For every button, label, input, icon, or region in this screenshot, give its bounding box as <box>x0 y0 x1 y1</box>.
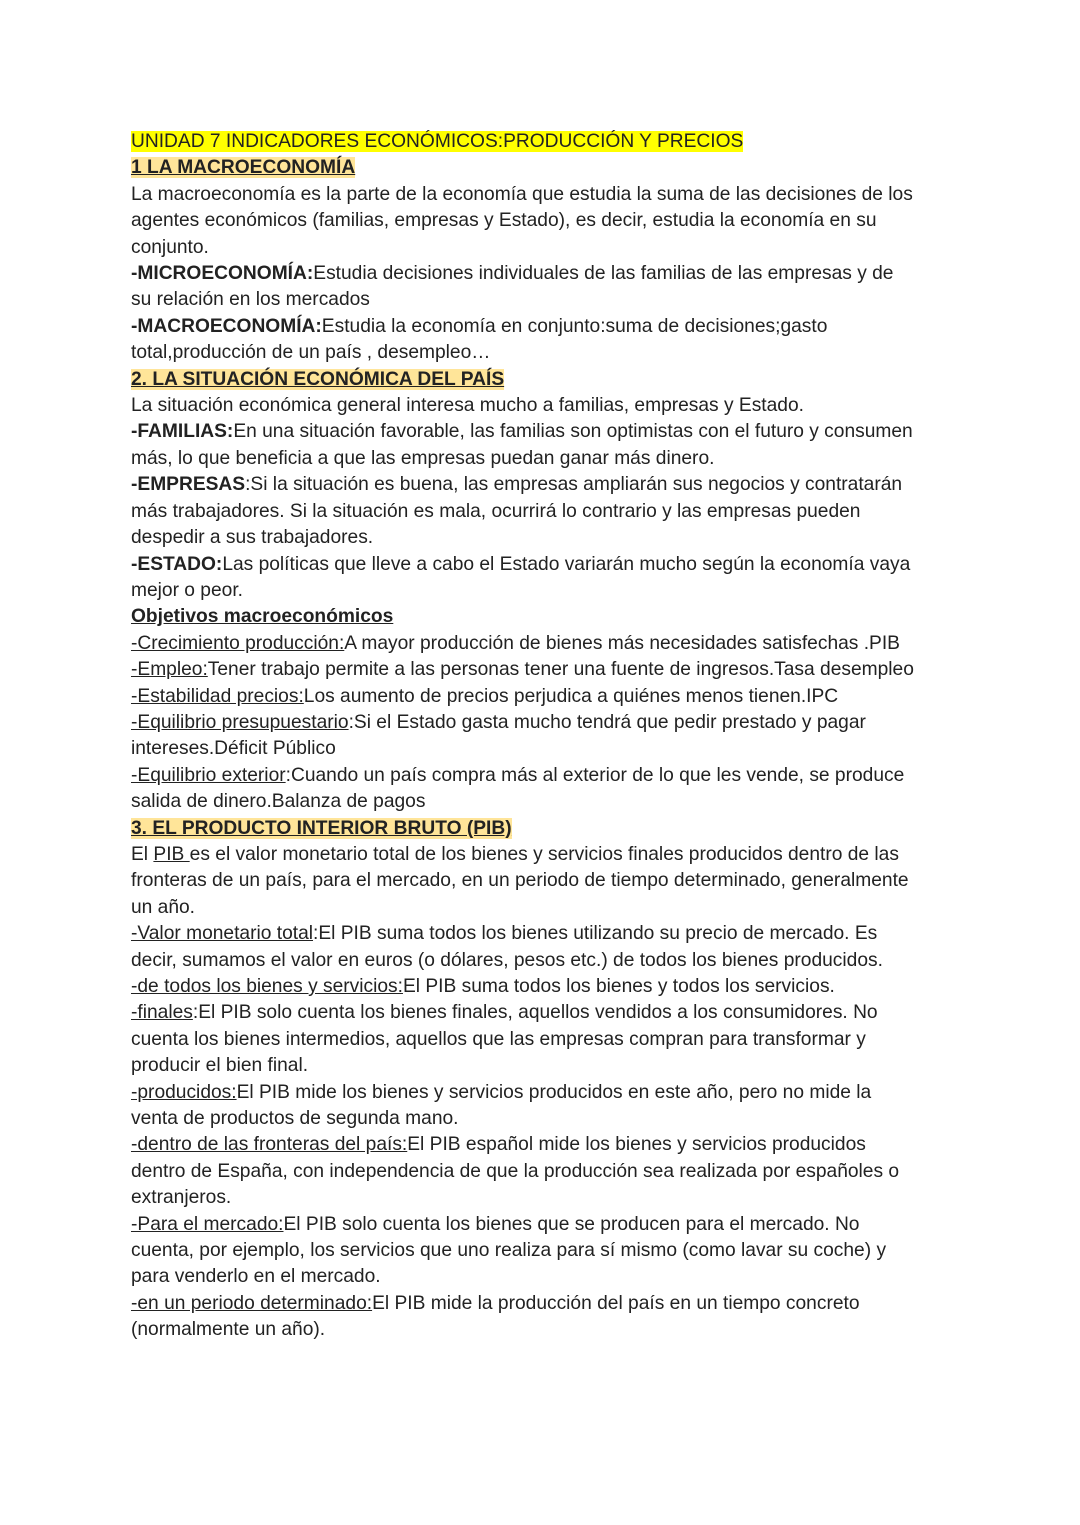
paragraph-line: salida de dinero.Balanza de pagos <box>131 791 426 813</box>
pib-item-text: El PIB mide los bienes y servicios producidos en este año, pero no mide la <box>236 1081 872 1103</box>
paragraph-line: (normalmente un año). <box>131 1319 326 1341</box>
section-3-heading: 3. EL PRODUCTO INTERIOR BRUTO (PIB) <box>131 817 512 839</box>
objetivo-text: A mayor producción de bienes más necesidades satisfechas .PIB <box>344 632 900 654</box>
objetivo-item <box>131 710 961 736</box>
empresas-line <box>131 472 961 498</box>
pib-item <box>131 1132 961 1158</box>
objetivo-text: :Si el Estado gasta mucho tendrá que pedir prestado y pagar <box>348 711 866 733</box>
section-1-heading: 1 LA MACROECONOMÍA <box>131 157 356 179</box>
paragraph-line: cuenta los bienes intermedios, aquellos que las empresas compran para transformar y <box>131 1028 866 1050</box>
pib-item-text: El PIB español mide los bienes y servicios producidos <box>407 1134 866 1156</box>
objetivo-term: -Estabilidad precios: <box>131 685 304 707</box>
macroeconomia-text: Estudia la economía en conjunto:suma de decisiones;gasto <box>321 315 828 337</box>
estado-term: -ESTADO: <box>131 553 223 575</box>
section-2-heading-line <box>131 367 961 393</box>
pib-item-text: :El PIB suma todos los bienes utilizando su precio de mercado. Es <box>313 923 878 945</box>
paragraph-line: agentes económicos (familias, empresas y Estado), es decir, estudia la economía en su <box>131 210 877 232</box>
pib-item-term: -Valor monetario total <box>131 923 314 945</box>
paragraph-line: fronteras de un país, para el mercado, en un periodo de tiempo determinado, generalmente <box>131 870 909 892</box>
familias-term: -FAMILIAS: <box>131 421 234 443</box>
paragraph-line: producir el bien final. <box>131 1055 309 1077</box>
pib-item <box>131 974 961 1000</box>
pib-item <box>131 921 961 947</box>
objetivo-text: Tener trabajo permite a las personas tener una fuente de ingresos.Tasa desempleo <box>207 659 914 681</box>
paragraph-line: dentro de España, con independencia de que la producción sea realizada por españoles o <box>131 1160 900 1182</box>
objetivo-term: -Equilibrio presupuestario <box>131 711 349 733</box>
objetivo-item <box>131 657 961 683</box>
pib-item-term: -producidos: <box>131 1081 237 1103</box>
pib-item-text: El PIB mide la producción del país en un tiempo concreto <box>372 1292 860 1314</box>
objetivo-term: -Crecimiento producción: <box>131 632 345 654</box>
pib-item-text: El PIB solo cuenta los bienes que se producen para el mercado. No <box>283 1213 860 1235</box>
paragraph-line: un año. <box>131 896 196 918</box>
paragraph-line: La situación económica general interesa mucho a familias, empresas y Estado. <box>131 395 804 417</box>
empresas-text: :Si la situación es buena, las empresas ampliarán sus negocios y contratarán <box>245 474 903 496</box>
objetivo-text: :Cuando un país compra más al exterior de lo que les vende, se produce <box>285 764 905 786</box>
estado-line <box>131 552 961 578</box>
pib-item-text: :El PIB solo cuenta los bienes finales, aquellos vendidos a los consumidores. No <box>192 1002 878 1024</box>
macroeconomia-line <box>131 314 961 340</box>
objetivo-item <box>131 631 961 657</box>
pib-term: PIB <box>153 843 190 865</box>
document-page <box>131 129 961 1344</box>
paragraph-line: total,producción de un país , desempleo… <box>131 342 491 364</box>
document-title-line <box>131 129 961 155</box>
objetivos-heading-line <box>131 604 961 630</box>
objetivo-item <box>131 763 961 789</box>
paragraph-line: extranjeros. <box>131 1187 232 1209</box>
paragraph-line: conjunto. <box>131 236 209 258</box>
estado-text: Las políticas que lleve a cabo el Estado variarán mucho según la economía vaya <box>222 553 911 575</box>
objetivo-item <box>131 684 961 710</box>
paragraph-line: cuenta, por ejemplo, los servicios que uno realiza para sí mismo (como lavar su coche) y <box>131 1240 887 1262</box>
paragraph-line: despedir a sus trabajadores. <box>131 527 374 549</box>
paragraph-line: intereses.Déficit Público <box>131 738 336 760</box>
pib-item-term: -en un periodo determinado: <box>131 1292 373 1314</box>
pib-item <box>131 1291 961 1317</box>
pib-definition-line <box>131 842 961 868</box>
macroeconomia-term: -MACROECONOMÍA: <box>131 315 322 337</box>
paragraph-line: más trabajadores. Si la situación es mala, ocurrirá lo contrario y las empresas pueden <box>131 500 861 522</box>
paragraph-line: venta de productos de segunda mano. <box>131 1108 459 1130</box>
section-3-heading-line <box>131 816 961 842</box>
pib-item <box>131 1212 961 1238</box>
microeconomia-text: Estudia decisiones individuales de las familias de las empresas y de <box>313 263 894 285</box>
objetivo-term: -Equilibrio exterior <box>131 764 286 786</box>
microeconomia-line <box>131 261 961 287</box>
pib-item-term: -dentro de las fronteras del país: <box>131 1134 408 1156</box>
familias-text: En una situación favorable, las familias son optimistas con el futuro y consumen <box>233 421 913 443</box>
paragraph-line: más, lo que beneficia a que las empresas puedan ganar más dinero. <box>131 447 715 469</box>
pib-def-lead: El <box>131 843 154 865</box>
paragraph-line: La macroeconomía es la parte de la economía que estudia la suma de las decisiones de los <box>131 183 913 205</box>
pib-item-term: -finales <box>131 1002 193 1024</box>
document-title: UNIDAD 7 INDICADORES ECONÓMICOS:PRODUCCIÓN Y PRECIOS <box>131 131 744 152</box>
pib-item <box>131 1000 961 1026</box>
paragraph-line: mejor o peor. <box>131 579 243 601</box>
paragraph-line: su relación en los mercados <box>131 289 370 311</box>
paragraph-line: para venderlo en el mercado. <box>131 1266 381 1288</box>
familias-line <box>131 419 961 445</box>
microeconomia-term: -MICROECONOMÍA: <box>131 263 314 285</box>
pib-def-text: es el valor monetario total de los bienes y servicios finales producidos dentro de las <box>189 843 899 865</box>
pib-item <box>131 1080 961 1106</box>
pib-item-text: El PIB suma todos los bienes y todos los servicios. <box>402 976 835 997</box>
objetivo-term: -Empleo: <box>131 659 208 681</box>
pib-item-term: -Para el mercado: <box>131 1213 284 1235</box>
objetivos-heading: Objetivos macroeconómicos <box>131 606 394 628</box>
pib-item-term: -de todos los bienes y servicios: <box>131 976 403 997</box>
section-1-heading-line <box>131 155 961 181</box>
empresas-term: -EMPRESAS <box>131 474 246 496</box>
section-2-heading: 2. LA SITUACIÓN ECONÓMICA DEL PAÍS <box>131 368 505 390</box>
paragraph-line: decir, sumamos el valor en euros (o dólares, pesos etc.) de todos los bienes producidos. <box>131 949 883 971</box>
objetivo-text: Los aumento de precios perjudica a quiénes menos tienen.IPC <box>303 685 839 707</box>
